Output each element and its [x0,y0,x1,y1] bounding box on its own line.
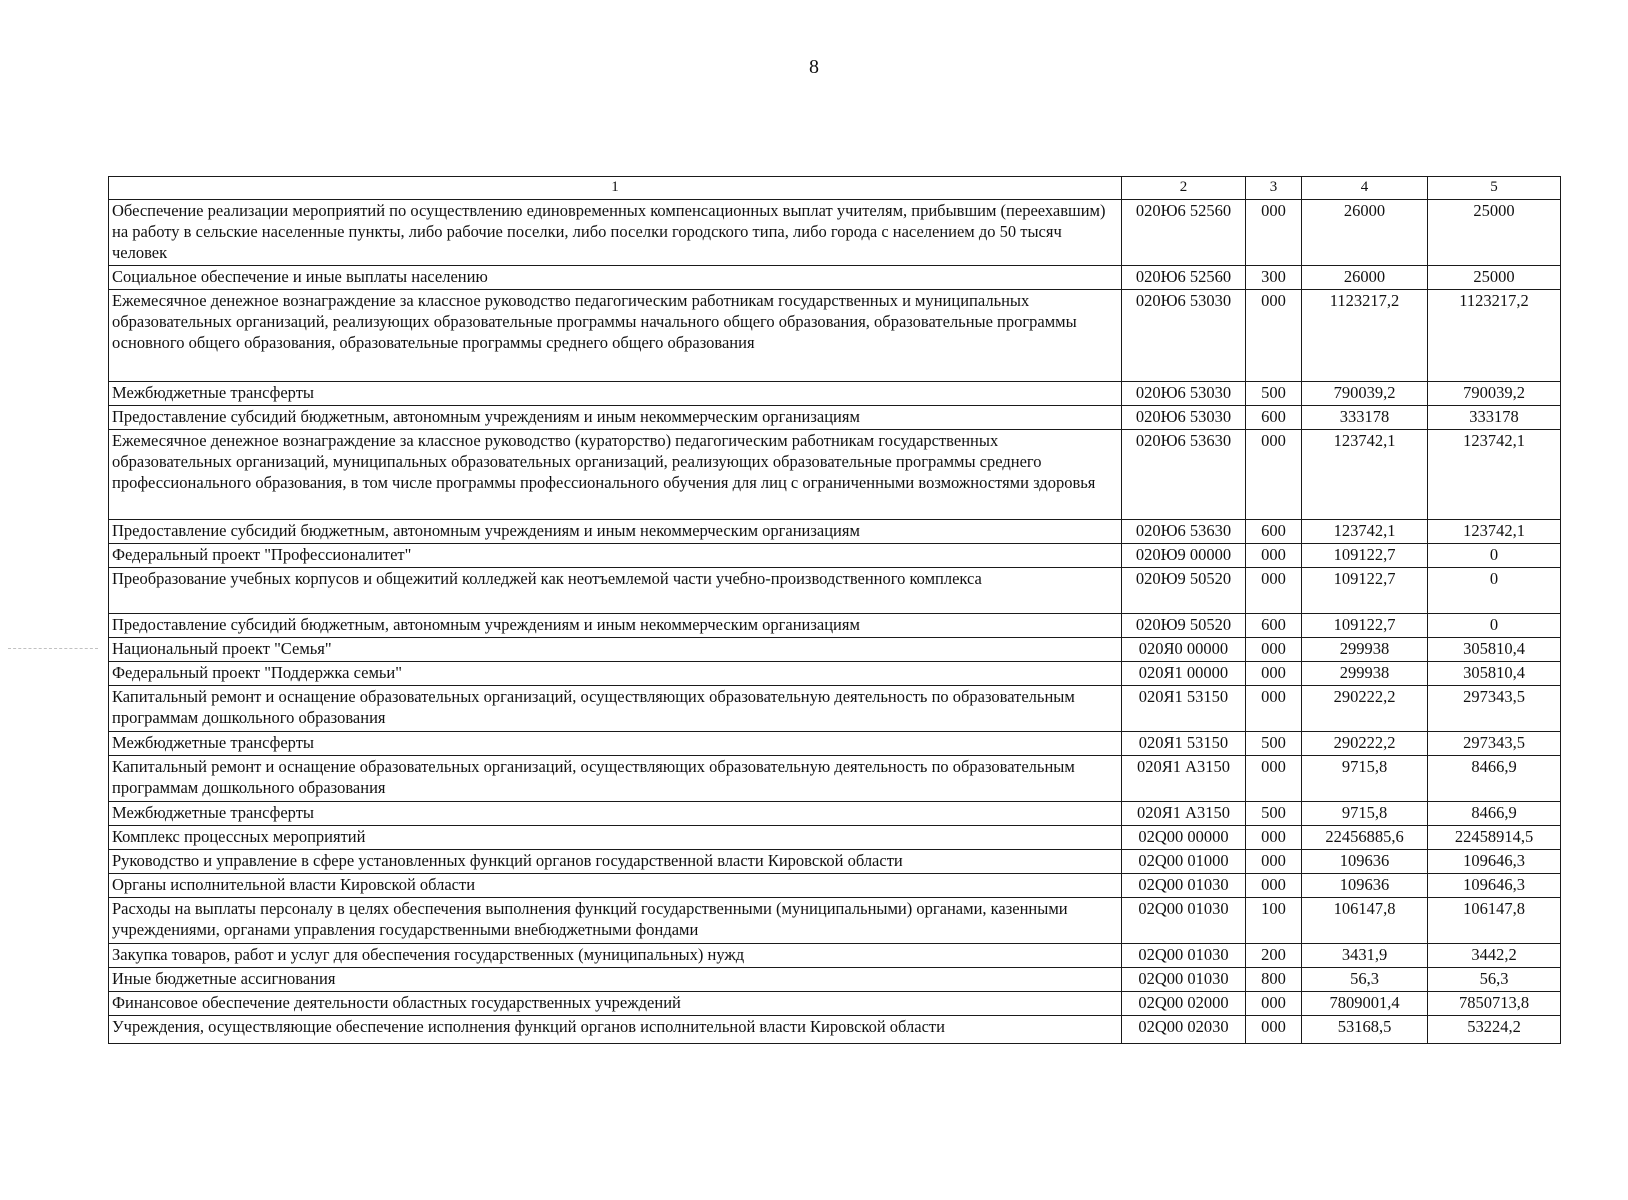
row-amount-2-cell: 123742,1 [1428,520,1561,544]
row-type-cell: 000 [1246,992,1302,1016]
table-row [109,874,1561,898]
row-amount-1-cell: 9715,8 [1302,756,1428,802]
row-code-cell: 02Q00 01030 [1122,898,1246,944]
row-code-cell: 02Q00 01030 [1122,874,1246,898]
row-type-cell: 500 [1246,382,1302,406]
row-amount-1-cell: 26000 [1302,266,1428,290]
table-row [109,802,1561,826]
scan-artifact [8,648,98,651]
row-type-cell: 500 [1246,802,1302,826]
row-code-cell: 020Ю6 53630 [1122,520,1246,544]
row-code-cell: 020Ю9 50520 [1122,614,1246,638]
row-name-cell: Капитальный ремонт и оснащение образовательных организаций, осуществляющих образовательную деятельность по образовательным программам дошкольного образования [109,686,1122,732]
row-name-cell: Ежемесячное денежное вознаграждение за классное руководство (кураторство) педагогическим работникам государственных образовательных организаций, муниципальных образовательных организаций, реализующих образовательные программы среднего профессионального образования, в том числе программы профессионального обучения для лиц с ограниченными возможностями здоровья [109,430,1122,520]
row-amount-1-cell: 123742,1 [1302,520,1428,544]
row-amount-1-cell: 299938 [1302,662,1428,686]
table-row [109,732,1561,756]
table-row [109,614,1561,638]
row-code-cell: 02Q00 00000 [1122,826,1246,850]
row-name-cell: Руководство и управление в сфере установленных функций органов государственной власти Кировской области [109,850,1122,874]
row-type-cell: 000 [1246,756,1302,802]
column-header-code: 2 [1122,177,1246,200]
row-type-cell: 000 [1246,430,1302,520]
row-type-cell: 000 [1246,290,1302,382]
row-amount-2-cell: 53224,2 [1428,1016,1561,1044]
row-amount-1-cell: 106147,8 [1302,898,1428,944]
table-row [109,826,1561,850]
table-row [109,382,1561,406]
row-type-cell: 000 [1246,662,1302,686]
row-name-cell: Учреждения, осуществляющие обеспечение исполнения функций органов исполнительной власти Кировской области [109,1016,1122,1044]
row-code-cell: 020Я0 00000 [1122,638,1246,662]
row-type-cell: 000 [1246,874,1302,898]
row-name-cell: Социальное обеспечение и иные выплаты населению [109,266,1122,290]
row-code-cell: 02Q00 01030 [1122,944,1246,968]
column-header-name: 1 [109,177,1122,200]
row-amount-1-cell: 53168,5 [1302,1016,1428,1044]
row-type-cell: 800 [1246,968,1302,992]
row-type-cell: 200 [1246,944,1302,968]
page-number: 8 [809,56,819,78]
row-amount-1-cell: 123742,1 [1302,430,1428,520]
table-row [109,520,1561,544]
row-name-cell: Межбюджетные трансферты [109,802,1122,826]
row-code-cell: 020Я1 53150 [1122,732,1246,756]
table-row [109,662,1561,686]
row-code-cell: 020Ю9 50520 [1122,568,1246,614]
row-amount-2-cell: 333178 [1428,406,1561,430]
row-amount-1-cell: 299938 [1302,638,1428,662]
row-amount-2-cell: 106147,8 [1428,898,1561,944]
row-amount-2-cell: 25000 [1428,200,1561,266]
row-name-cell: Обеспечение реализации мероприятий по осуществлению единовременных компенсационных выплат учителям, прибывшим (переехавшим) на работу в сельские населенные пункты, либо рабочие поселки, либо поселки городского типа, либо города с населением до 50 тысяч человек [109,200,1122,266]
table-row [109,430,1561,520]
column-header-type: 3 [1246,177,1302,200]
row-name-cell: Межбюджетные трансферты [109,732,1122,756]
row-amount-1-cell: 290222,2 [1302,686,1428,732]
row-name-cell: Национальный проект "Семья" [109,638,1122,662]
row-amount-1-cell: 109636 [1302,874,1428,898]
table-row [109,756,1561,802]
row-amount-2-cell: 1123217,2 [1428,290,1561,382]
row-amount-1-cell: 109122,7 [1302,568,1428,614]
row-code-cell: 02Q00 02030 [1122,1016,1246,1044]
row-name-cell: Федеральный проект "Поддержка семьи" [109,662,1122,686]
table-row [109,686,1561,732]
row-code-cell: 02Q00 01030 [1122,968,1246,992]
row-name-cell: Капитальный ремонт и оснащение образовательных организаций, осуществляющих образовательную деятельность по образовательным программам дошкольного образования [109,756,1122,802]
row-amount-2-cell: 7850713,8 [1428,992,1561,1016]
table-row [109,968,1561,992]
row-amount-1-cell: 109636 [1302,850,1428,874]
row-amount-2-cell: 25000 [1428,266,1561,290]
row-type-cell: 000 [1246,638,1302,662]
row-amount-1-cell: 26000 [1302,200,1428,266]
row-amount-1-cell: 56,3 [1302,968,1428,992]
table-row [109,850,1561,874]
row-type-cell: 000 [1246,544,1302,568]
row-amount-1-cell: 1123217,2 [1302,290,1428,382]
row-type-cell: 000 [1246,850,1302,874]
row-type-cell: 000 [1246,568,1302,614]
row-amount-2-cell: 0 [1428,544,1561,568]
row-type-cell: 600 [1246,520,1302,544]
row-amount-2-cell: 8466,9 [1428,756,1561,802]
row-amount-2-cell: 305810,4 [1428,662,1561,686]
row-amount-2-cell: 109646,3 [1428,850,1561,874]
row-name-cell: Органы исполнительной власти Кировской области [109,874,1122,898]
row-code-cell: 020Ю6 53030 [1122,290,1246,382]
row-amount-1-cell: 9715,8 [1302,802,1428,826]
row-type-cell: 100 [1246,898,1302,944]
row-code-cell: 020Ю9 00000 [1122,544,1246,568]
row-code-cell: 020Ю6 52560 [1122,200,1246,266]
row-amount-2-cell: 790039,2 [1428,382,1561,406]
row-type-cell: 000 [1246,826,1302,850]
table-row [109,898,1561,944]
row-name-cell: Финансовое обеспечение деятельности областных государственных учреждений [109,992,1122,1016]
row-type-cell: 300 [1246,266,1302,290]
table-row [109,266,1561,290]
row-amount-2-cell: 305810,4 [1428,638,1561,662]
row-name-cell: Федеральный проект "Профессионалитет" [109,544,1122,568]
table-body [109,200,1561,1044]
row-amount-2-cell: 3442,2 [1428,944,1561,968]
row-name-cell: Ежемесячное денежное вознаграждение за классное руководство педагогическим работникам государственных и муниципальных образовательных организаций, реализующих образовательные программы начального общего образования, образовательные программы основного общего образования, образовательные программы среднего общего образования [109,290,1122,382]
row-amount-1-cell: 790039,2 [1302,382,1428,406]
row-code-cell: 020Я1 А3150 [1122,802,1246,826]
row-type-cell: 600 [1246,614,1302,638]
row-type-cell: 000 [1246,200,1302,266]
row-name-cell: Иные бюджетные ассигнования [109,968,1122,992]
row-amount-2-cell: 109646,3 [1428,874,1561,898]
table-row [109,200,1561,266]
row-amount-2-cell: 297343,5 [1428,686,1561,732]
row-code-cell: 02Q00 02000 [1122,992,1246,1016]
budget-table-container [108,176,1560,1044]
table-row [109,406,1561,430]
row-amount-1-cell: 109122,7 [1302,544,1428,568]
table-row [109,290,1561,382]
row-code-cell: 020Ю6 53030 [1122,406,1246,430]
table-header-row [109,177,1561,200]
row-name-cell: Предоставление субсидий бюджетным, автономным учреждениям и иным некоммерческим организациям [109,406,1122,430]
row-type-cell: 000 [1246,1016,1302,1044]
row-type-cell: 000 [1246,686,1302,732]
row-code-cell: 020Я1 53150 [1122,686,1246,732]
row-amount-2-cell: 56,3 [1428,968,1561,992]
row-name-cell: Преобразование учебных корпусов и общежитий колледжей как неотъемлемой части учебно-производственного комплекса [109,568,1122,614]
row-amount-1-cell: 7809001,4 [1302,992,1428,1016]
table-row [109,1016,1561,1044]
row-name-cell: Предоставление субсидий бюджетным, автономным учреждениям и иным некоммерческим организациям [109,614,1122,638]
row-amount-1-cell: 109122,7 [1302,614,1428,638]
row-code-cell: 020Я1 А3150 [1122,756,1246,802]
row-code-cell: 02Q00 01000 [1122,850,1246,874]
row-amount-2-cell: 22458914,5 [1428,826,1561,850]
row-type-cell: 500 [1246,732,1302,756]
table-row [109,992,1561,1016]
row-amount-1-cell: 22456885,6 [1302,826,1428,850]
row-amount-1-cell: 3431,9 [1302,944,1428,968]
row-name-cell: Закупка товаров, работ и услуг для обеспечения государственных (муниципальных) нужд [109,944,1122,968]
row-amount-1-cell: 290222,2 [1302,732,1428,756]
row-amount-1-cell: 333178 [1302,406,1428,430]
row-name-cell: Межбюджетные трансферты [109,382,1122,406]
row-amount-2-cell: 0 [1428,568,1561,614]
row-type-cell: 600 [1246,406,1302,430]
row-code-cell: 020Ю6 53630 [1122,430,1246,520]
row-name-cell: Комплекс процессных мероприятий [109,826,1122,850]
table-row [109,568,1561,614]
row-name-cell: Предоставление субсидий бюджетным, автономным учреждениям и иным некоммерческим организациям [109,520,1122,544]
row-amount-2-cell: 123742,1 [1428,430,1561,520]
row-name-cell: Расходы на выплаты персоналу в целях обеспечения выполнения функций государственными (муниципальными) органами, казенными учреждениями, органами управления государственными внебюджетными фондами [109,898,1122,944]
table-row [109,544,1561,568]
table-row [109,944,1561,968]
table-row [109,638,1561,662]
row-code-cell: 020Ю6 53030 [1122,382,1246,406]
row-code-cell: 020Я1 00000 [1122,662,1246,686]
row-amount-2-cell: 297343,5 [1428,732,1561,756]
row-amount-2-cell: 0 [1428,614,1561,638]
column-header-amount-2: 5 [1428,177,1561,200]
row-amount-2-cell: 8466,9 [1428,802,1561,826]
budget-table [108,176,1561,1044]
row-code-cell: 020Ю6 52560 [1122,266,1246,290]
column-header-amount-1: 4 [1302,177,1428,200]
